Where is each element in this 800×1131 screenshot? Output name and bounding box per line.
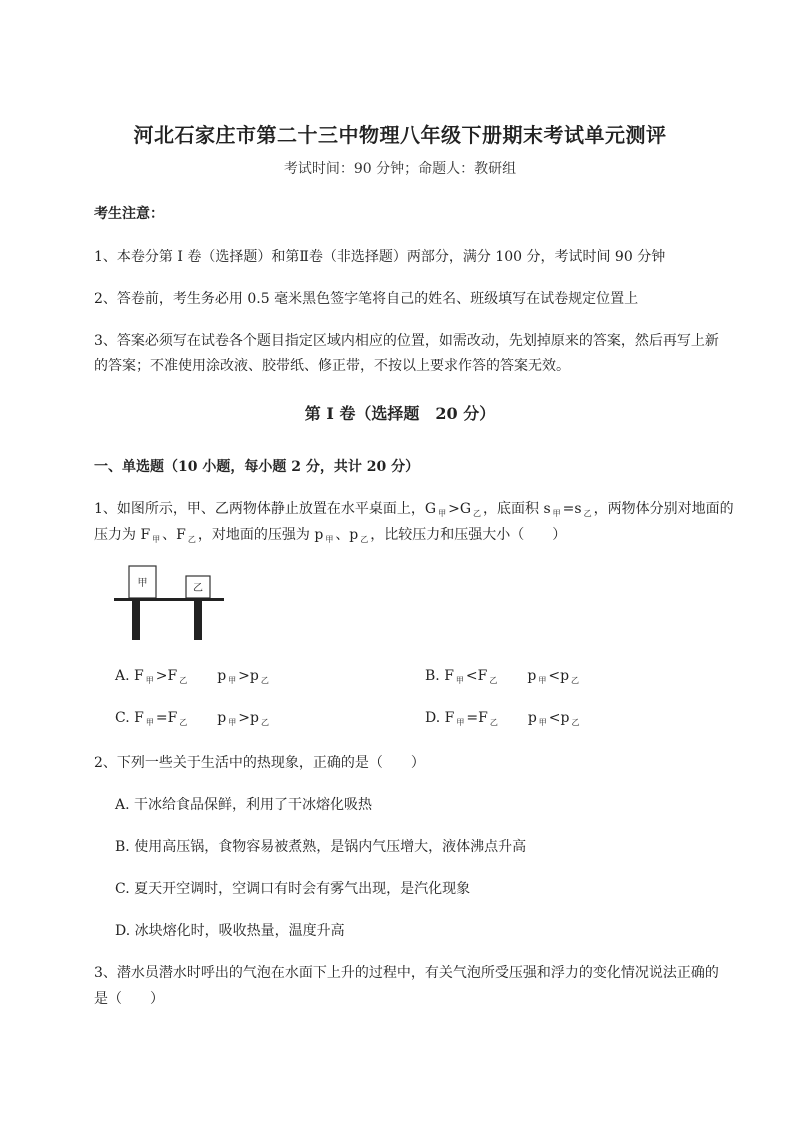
table-leg-left	[132, 601, 140, 640]
notice-item-3-cont: 的答案；不准使用涂改液、胶带纸、修正带，不按以上要求作答的答案无效。	[94, 358, 570, 374]
q2-option-a[interactable]: A. 干冰给食品保鲜，利用了干冰熔化吸热	[115, 797, 373, 813]
q2-option-d[interactable]: D. 冰块熔化时，吸收热量，温度升高	[115, 923, 345, 939]
q2-option-b[interactable]: B. 使用高压锅，食物容易被煮熟，是锅内气压增大，液体沸点升高	[115, 839, 527, 855]
section-title: 第 I 卷（选择题 20 分）	[304, 404, 496, 423]
q1-option-b[interactable]: B. F $_甲$ <F $_乙$ p $_甲$ <p $_乙$	[425, 668, 580, 685]
object-yi-label: 乙	[193, 583, 203, 594]
notice-item-2: 2、答卷前，考生务必用 0.5 毫米黑色签字笔将自己的姓名、班级填写在试卷规定位置上	[94, 291, 639, 307]
notice-item-3: 3、答案必须写在试卷各个题目指定区域内相应的位置，如需改动，先划掉原来的答案，然后再写上新	[94, 333, 719, 349]
q2-option-c[interactable]: C. 夏天开空调时，空调口有时会有雾气出现，是汽化现象	[115, 881, 471, 897]
q1-option-a[interactable]: A. F $_甲$ >F $_乙$ p $_甲$ >p $_乙$	[115, 668, 269, 685]
q1-stem-line1: 1、如图所示，甲、乙两物体静止放置在水平桌面上，G $_甲$ >G $_乙$ ，底面积 s $_甲$ =s $_乙$ ，两物体分别对地面的	[94, 501, 734, 518]
q3-stem-line2: 是（ ）	[94, 991, 164, 1007]
object-jia-label: 甲	[137, 578, 148, 589]
table-top	[114, 598, 224, 601]
page-title: 河北石家庄市第二十三中物理八年级下册期末考试单元测评	[133, 123, 667, 147]
notice-item-1: 1、本卷分第 I 卷（选择题）和第Ⅱ卷（非选择题）两部分，满分 100 分，考试时间 90 分钟	[94, 249, 666, 265]
table-figure	[112, 564, 228, 642]
part-heading: 一、单选题（10 小题，每小题 2 分，共计 20 分）	[94, 459, 420, 475]
table-figure-svg	[112, 564, 228, 642]
notice-heading: 考生注意：	[94, 206, 164, 222]
q1-stem-line2: 压力为 F $_甲$ 、F $_乙$ ，对地面的压强为 p $_甲$ 、p $_乙$ ，比较压力和压强大小（ ）	[94, 527, 567, 544]
q1-option-d[interactable]: D. F $_甲$ =F $_乙$ p $_甲$ <p $_乙$	[425, 710, 580, 727]
q1-option-c[interactable]: C. F $_甲$ =F $_乙$ p $_甲$ >p $_乙$	[115, 710, 269, 727]
q3-stem-line1: 3、潜水员潜水时呼出的气泡在水面下上升的过程中，有关气泡所受压强和浮力的变化情况说法正确的	[94, 965, 719, 981]
q2-stem: 2、下列一些关于生活中的热现象，正确的是（ ）	[94, 755, 425, 771]
exam-info: 考试时间：90 分钟；命题人：教研组	[283, 161, 517, 177]
table-leg-right	[194, 601, 202, 640]
